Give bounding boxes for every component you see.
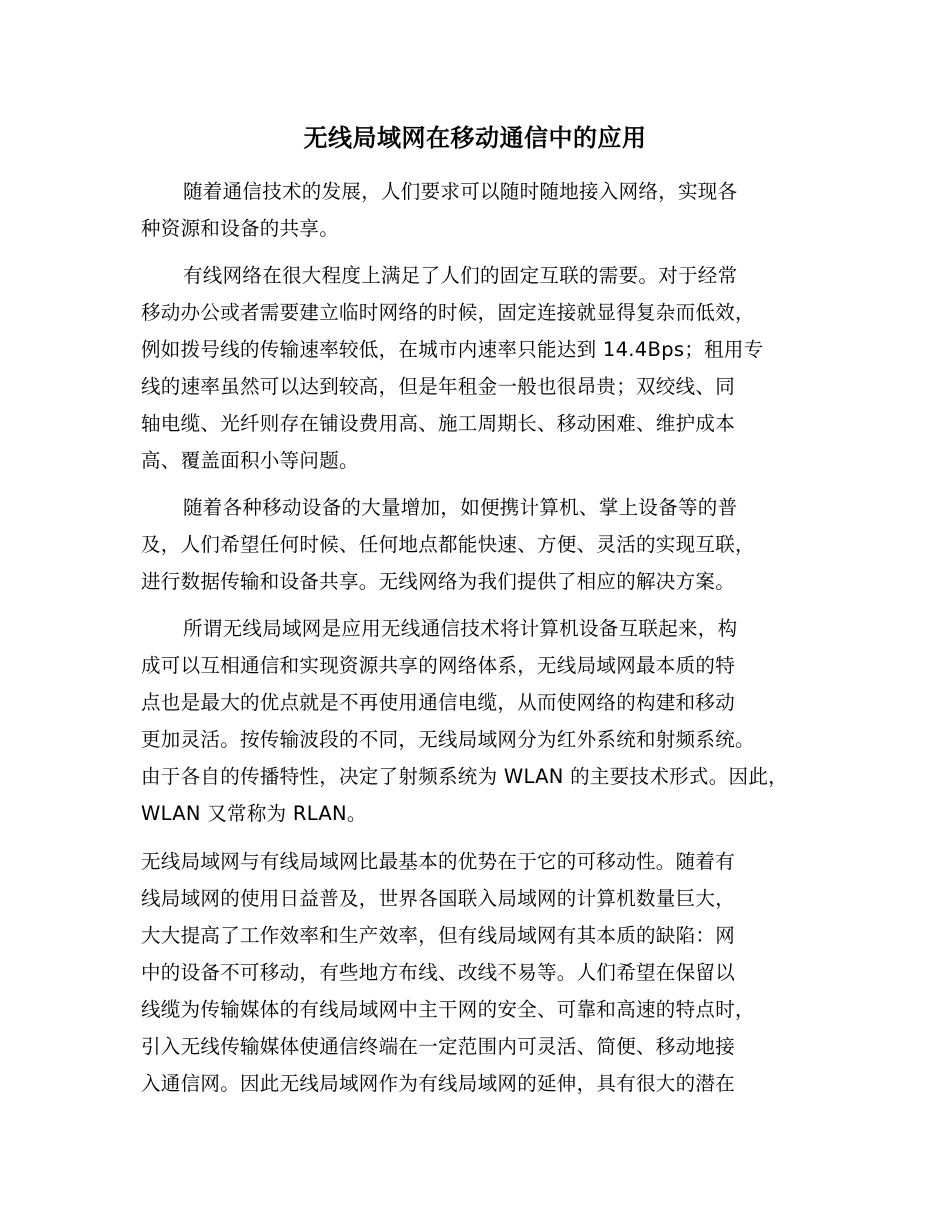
paragraph-5-line-7: 入通信网。因此无线局域网作为有线局域网的延伸，具有很大的潜在 — [141, 1072, 736, 1095]
paragraph-3-line-2: 及，人们希望任何时候、任何地点都能快速、方便、灵活的实现互联， — [141, 533, 755, 556]
paragraph-5-line-6: 引入无线传输媒体使通信终端在一定范围内可灵活、简便、移动地接 — [141, 1035, 736, 1058]
paragraph-5-line-2: 线局域网的使用日益普及，世界各国联入局域网的计算机数量巨大， — [141, 887, 736, 910]
paragraph-1-line-1: 随着通信技术的发展，人们要求可以随时随地接入网络，实现各 — [183, 180, 738, 203]
paragraph-2-line-2: 移动办公或者需要建立临时网络的时候，固定连接就显得复杂而低效， — [141, 301, 755, 324]
paragraph-5-line-1: 无线局域网与有线局域网比最基本的优势在于它的可移动性。随着有 — [141, 850, 736, 873]
paragraph-4-line-2: 成可以互相通信和实现资源共享的网络体系，无线局域网最本质的特 — [141, 654, 736, 677]
paragraph-4-line-5: 由于各自的传播特性，决定了射频系统为 WLAN 的主要技术形式。因此， — [141, 765, 788, 788]
paragraph-4-line-4: 更加灵活。按传输波段的不同，无线局域网分为红外系统和射频系统。 — [141, 728, 755, 751]
paragraph-2-line-1: 有线网络在很大程度上满足了人们的固定互联的需要。对于经常 — [183, 264, 738, 287]
paragraph-1-line-2: 种资源和设备的共享。 — [141, 217, 340, 240]
paragraph-3-line-3: 进行数据传输和设备共享。无线网络为我们提供了相应的解决方案。 — [141, 570, 736, 593]
paragraph-4-line-3: 点也是最大的优点就是不再使用通信电缆，从而使网络的构建和移动 — [141, 691, 736, 714]
paragraph-4-line-1: 所谓无线局域网是应用无线通信技术将计算机设备互联起来，构 — [183, 617, 738, 640]
paragraph-2-line-5: 轴电缆、光纤则存在铺设费用高、施工周期长、移动困难、维护成本 — [141, 412, 736, 435]
document-title: 无线局域网在移动通信中的应用 — [303, 124, 647, 152]
paragraph-2-line-4: 线的速率虽然可以达到较高，但是年租金一般也很昂贵；双绞线、同 — [141, 375, 736, 398]
paragraph-5-line-3: 大大提高了工作效率和生产效率，但有线局域网有其本质的缺陷：网 — [141, 924, 736, 947]
paragraph-2-line-6: 高、覆盖面积小等问题。 — [141, 449, 359, 472]
paragraph-5-line-4: 中的设备不可移动，有些地方布线、改线不易等。人们希望在保留以 — [141, 961, 736, 984]
paragraph-3-line-1: 随着各种移动设备的大量增加，如便携计算机、掌上设备等的普 — [183, 496, 738, 519]
paragraph-4-line-6: WLAN 又常称为 RLAN。 — [141, 802, 367, 825]
paragraph-2-line-3: 例如拨号线的传输速率较低，在城市内速率只能达到 14.4Bps；租用专 — [141, 338, 764, 361]
paragraph-5-line-5: 线缆为传输媒体的有线局域网中主干网的安全、可靠和高速的特点时， — [141, 998, 755, 1021]
